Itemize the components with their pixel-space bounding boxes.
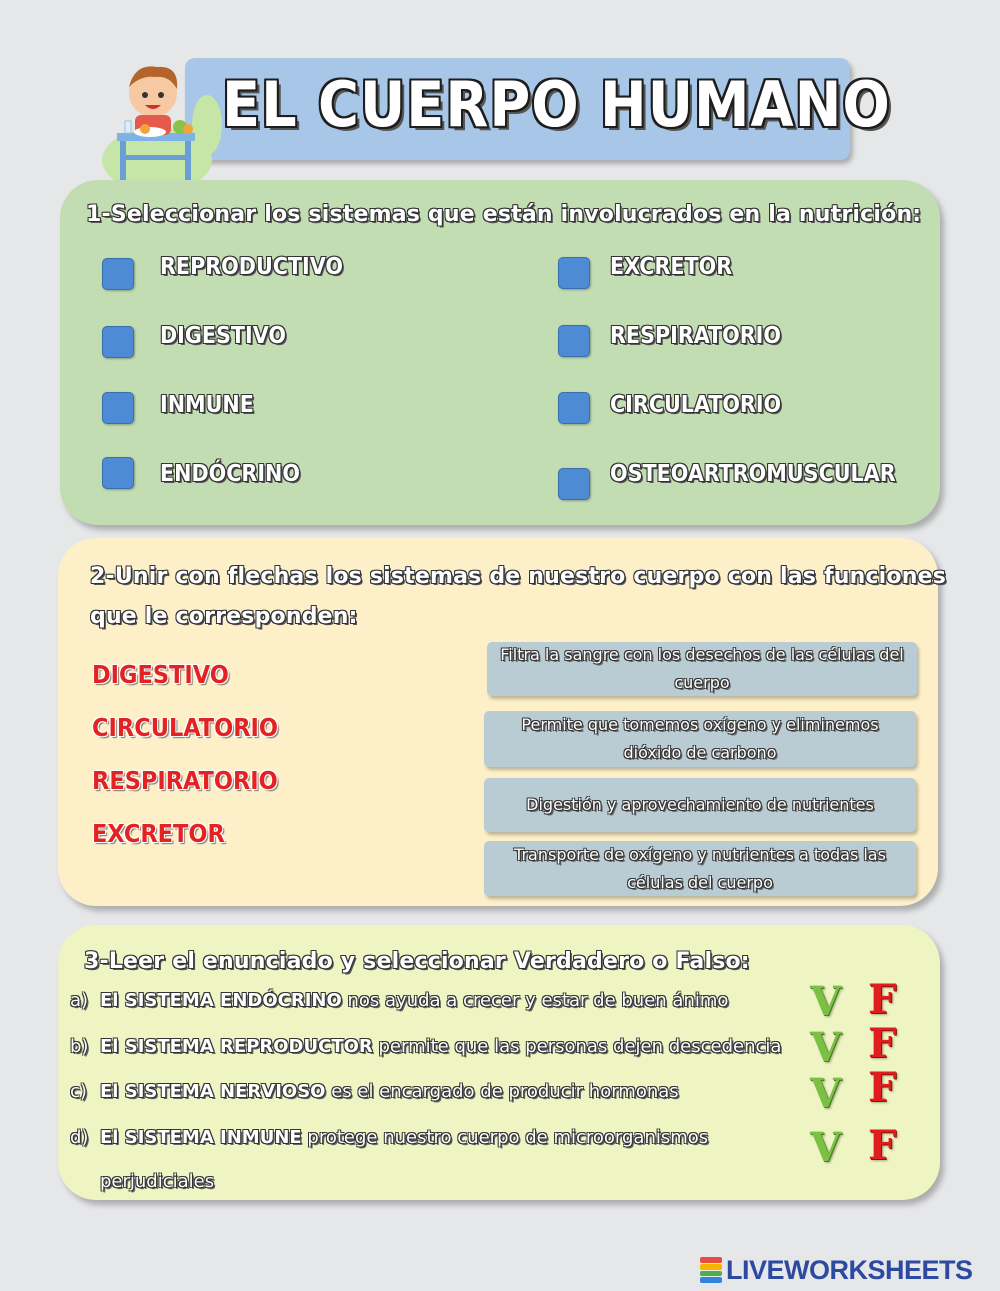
page-title: EL CUERPO HUMANO (222, 68, 891, 141)
true-button-a[interactable]: V (810, 978, 842, 1025)
false-button-b[interactable]: F (868, 1020, 897, 1067)
section2-heading-line1: 2-Unir con flechas los sistemas de nuestro cuerpo con las funciones (90, 564, 947, 589)
checkbox-respiratorio[interactable] (558, 325, 590, 357)
function-box-digestion[interactable]: Digestión y aprovechamiento de nutrientes (484, 778, 916, 832)
statement-text: nos ayuda a crecer y estar de buen ánimo (341, 990, 729, 1011)
system-excretor[interactable]: EXCRETOR (92, 819, 225, 848)
section-nutrition-systems (60, 180, 940, 525)
statement-system: El SISTEMA NERVIOSO (100, 1081, 326, 1102)
true-button-b[interactable]: V (810, 1024, 842, 1071)
function-box-filtra[interactable]: Filtra la sangre con los desechos de las células del cuerpo (487, 642, 917, 696)
statement-system: El SISTEMA INMUNE (100, 1127, 302, 1148)
statement-text: permite que las personas dejen descedencia (372, 1036, 782, 1057)
checkbox-endocrino[interactable] (102, 457, 134, 489)
option-label: ENDÓCRINO (160, 461, 300, 487)
statement-c (70, 1081, 679, 1102)
logo-block (700, 1271, 722, 1277)
false-button-d[interactable]: F (868, 1122, 897, 1169)
statement-letter: d) (70, 1127, 89, 1148)
statement-system: El SISTEMA REPRODUCTOR (100, 1036, 373, 1057)
statement-letter: a) (70, 990, 89, 1011)
false-button-a[interactable]: F (868, 976, 897, 1023)
option-label: INMUNE (160, 392, 254, 418)
statement-text: protege nuestro cuerpo de microorganismos (301, 1127, 709, 1148)
statement-text: es el encargado de producir hormonas (325, 1081, 679, 1102)
checkbox-osteoartromuscular[interactable] (558, 468, 590, 500)
statement-letter: b) (70, 1036, 89, 1057)
option-label: CIRCULATORIO (610, 392, 782, 418)
checkbox-circulatorio[interactable] (558, 392, 590, 424)
statement-a (70, 990, 728, 1011)
brand-name: LIVEWORKSHEETS (726, 1254, 973, 1285)
system-circulatorio[interactable]: CIRCULATORIO (92, 713, 279, 742)
kid-eating-illustration (95, 55, 225, 190)
checkbox-excretor[interactable] (558, 257, 590, 289)
section2-heading-line2: que le corresponden: (90, 604, 358, 629)
checkbox-reproductivo[interactable] (102, 258, 134, 290)
option-label: RESPIRATORIO (610, 323, 781, 349)
statement-d-continuation: perjudiciales (100, 1171, 215, 1192)
option-label: EXCRETOR (610, 254, 733, 280)
option-label: REPRODUCTIVO (160, 254, 343, 280)
system-respiratorio[interactable]: RESPIRATORIO (92, 766, 278, 795)
checkbox-digestivo[interactable] (102, 326, 134, 358)
section3-heading: 3-Leer el enunciado y seleccionar Verdadero o Falso: (84, 949, 750, 974)
section-true-false (58, 925, 940, 1200)
function-box-transporte[interactable]: Transporte de oxígeno y nutrientes a todas las células del cuerpo (484, 841, 916, 896)
system-digestivo[interactable]: DIGESTIVO (92, 660, 229, 689)
true-button-d[interactable]: V (810, 1124, 842, 1171)
statement-d (70, 1127, 708, 1148)
checkbox-inmune[interactable] (102, 392, 134, 424)
statement-letter: c) (70, 1081, 87, 1102)
section1-heading: 1-Seleccionar los sistemas que están involucrados en la nutrición: (86, 202, 922, 227)
logo-block (700, 1257, 722, 1263)
liveworksheets-brand (700, 1255, 973, 1285)
statement-system: El SISTEMA ENDÓCRINO (100, 990, 342, 1011)
false-button-c[interactable]: F (868, 1064, 897, 1111)
option-label: OSTEOARTROMUSCULAR (610, 461, 896, 487)
logo-block (700, 1277, 722, 1283)
function-box-oxigeno[interactable]: Permite que tomemos oxígeno y eliminemos dióxido de carbono (484, 711, 916, 767)
logo-block (700, 1264, 722, 1270)
liveworksheets-logo-icon (700, 1257, 722, 1283)
true-button-c[interactable]: V (810, 1070, 842, 1117)
option-label: DIGESTIVO (160, 323, 286, 349)
section-match-functions (58, 538, 947, 906)
statement-b (70, 1036, 781, 1057)
